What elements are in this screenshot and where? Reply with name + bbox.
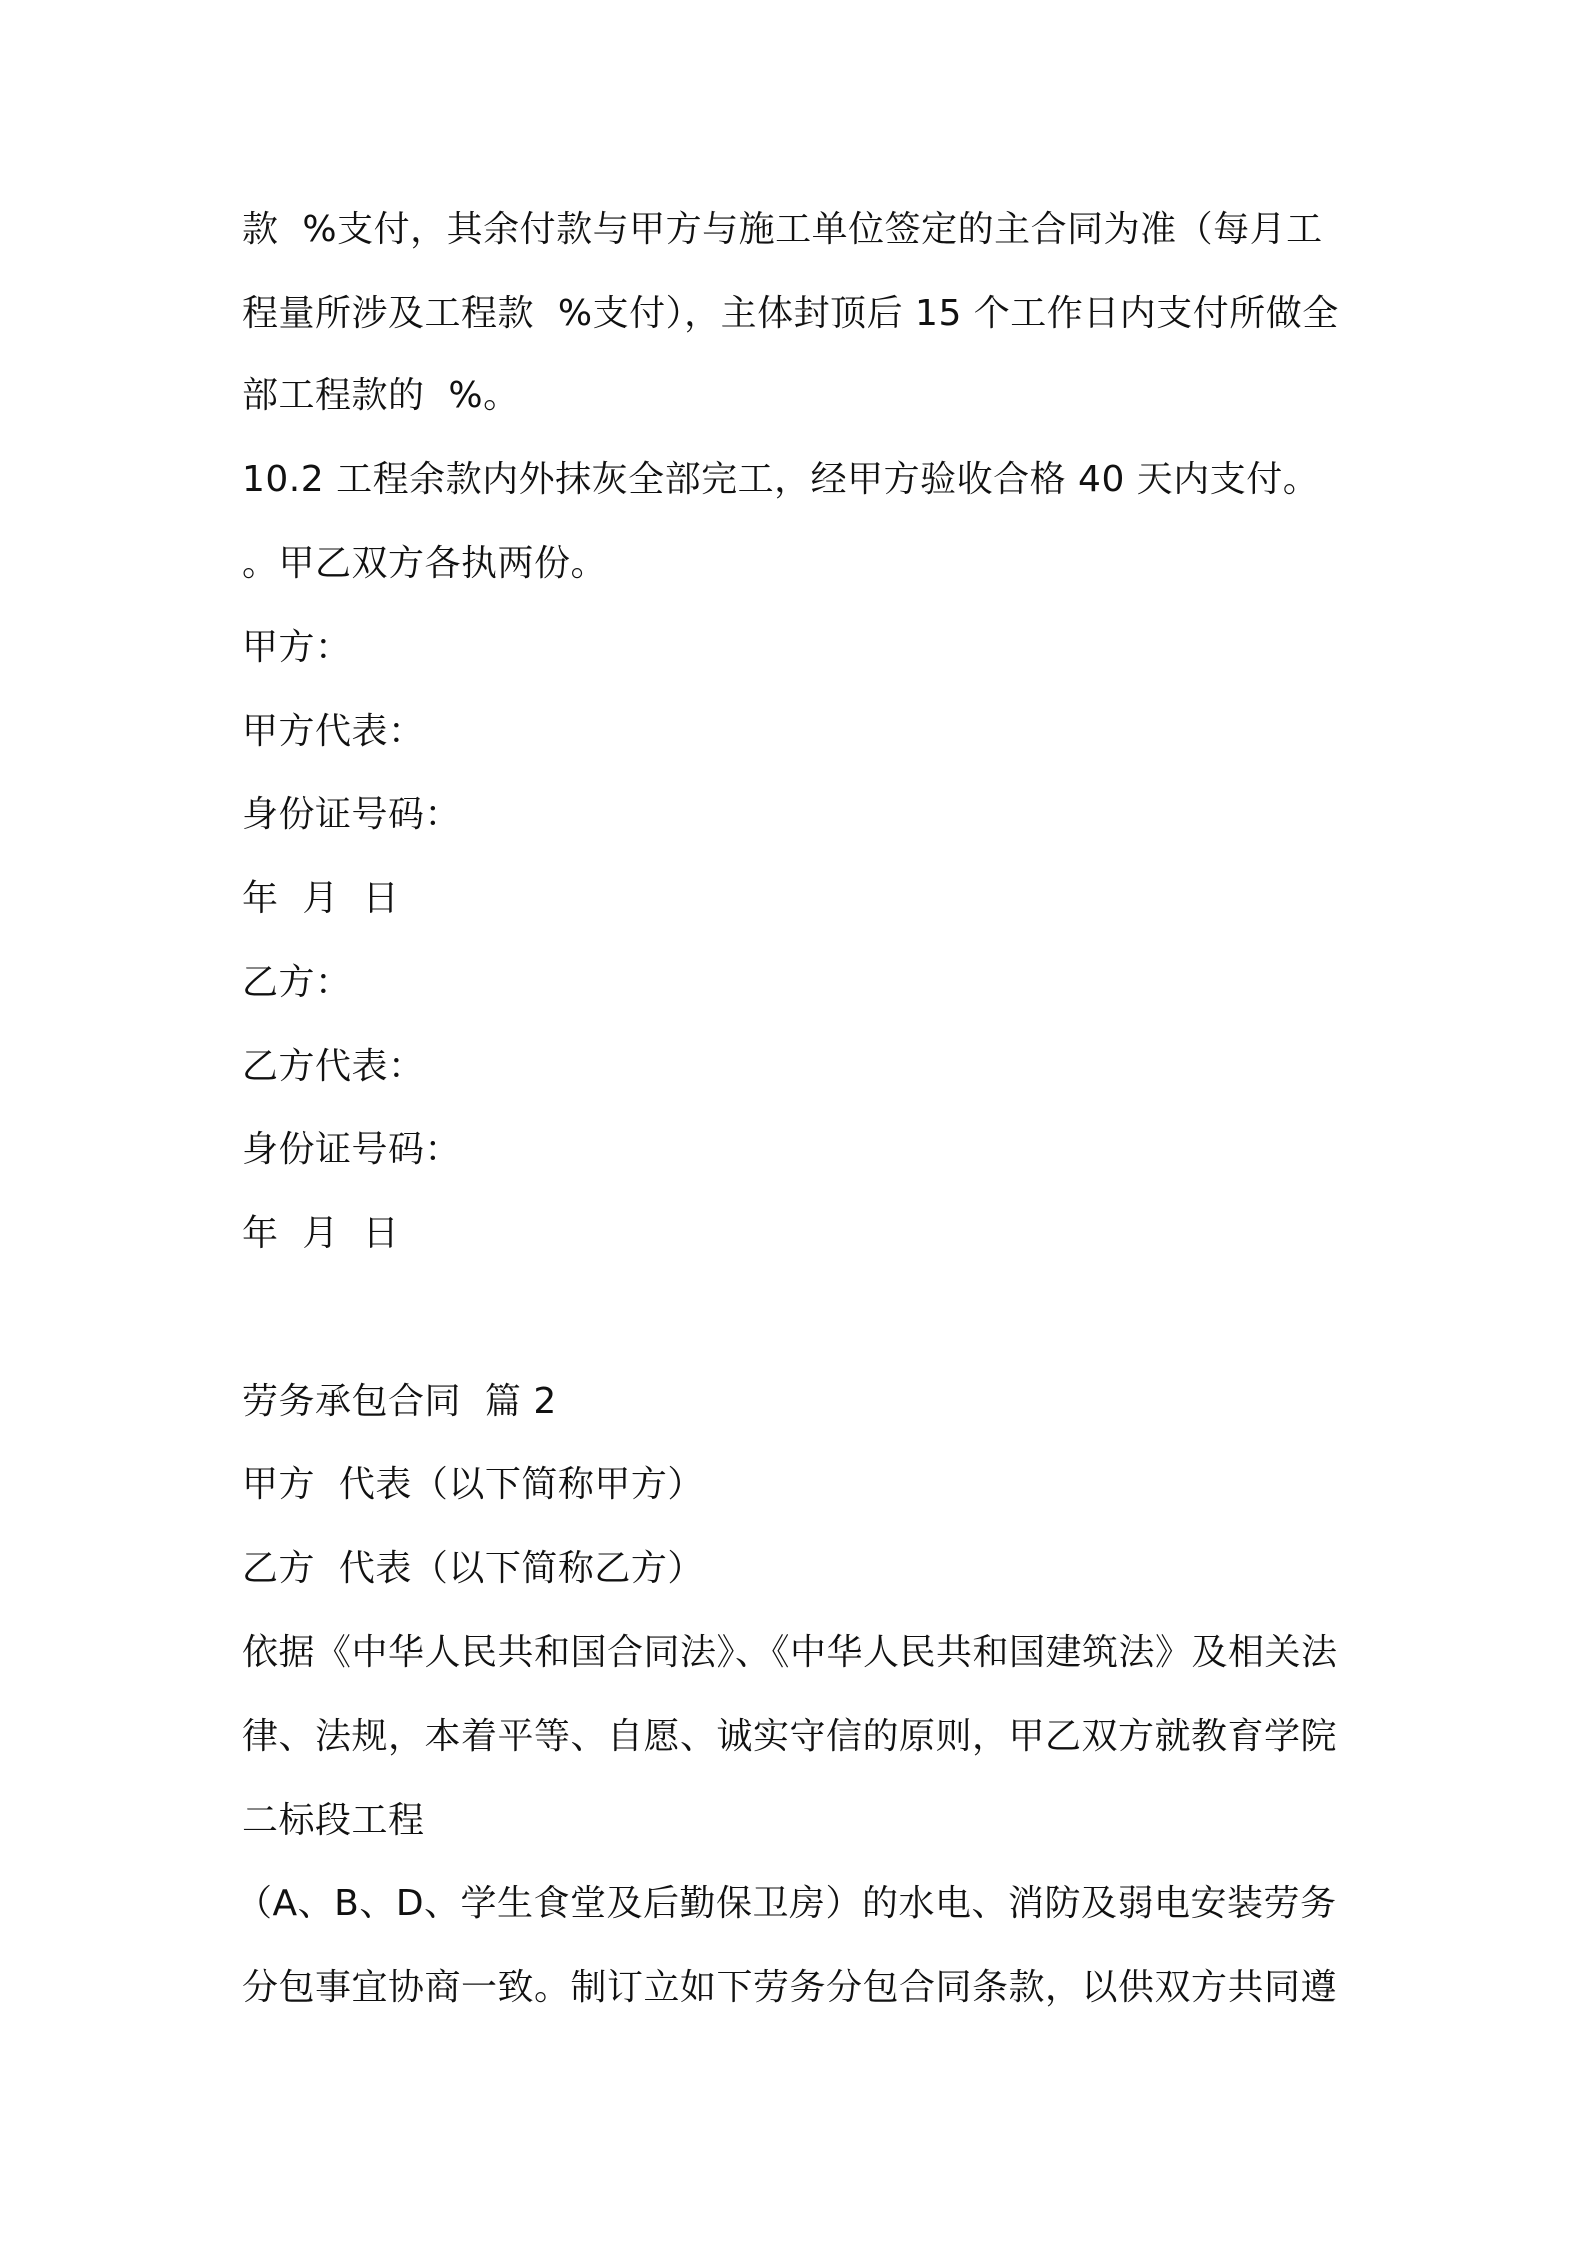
party-b-representative-label: 乙方代表： [242,1046,425,1087]
party-b-id-number-label: 身份证号码： [242,1129,462,1170]
text-line: 。甲乙双方各执两份。 [242,543,608,584]
text-line: 分包事宜协商一致。制订立如下劳务分包合同条款，以供双方共同遵 [242,1967,1338,2008]
party-a-date-label: 年 月 日 [242,878,400,919]
text-line: 律、法规，本着平等、自愿、诚实守信的原则，甲乙双方就教育学院 [242,1716,1338,1757]
party-b-date-label: 年 月 日 [242,1213,400,1254]
party-a-label: 甲方： [242,627,352,668]
party-a-id-number-label: 身份证号码： [242,794,462,835]
contract-title: 劳务承包合同 篇 2 [242,1381,557,1422]
party-a-intro: 甲方 代表（以下简称甲方） [242,1464,704,1505]
text-line: 依据《中华人民共和国合同法》、《中华人民共和国建筑法》及相关法 [242,1632,1338,1673]
party-a-representative-label: 甲方代表： [242,711,425,752]
text-line: 部工程款的 %。 [242,375,520,416]
party-b-label: 乙方： [242,962,352,1003]
text-line: 程量所涉及工程款 %支付），主体封顶后 15 个工作日内支付所做全 [242,293,1339,334]
text-line: （A、B、D、学生食堂及后勤保卫房）的水电、消防及弱电安装劳务 [236,1883,1337,1924]
text-line: 款 %支付，其余付款与甲方与施工单位签定的主合同为准（每月工 [242,209,1323,250]
clause-10-2: 10.2 工程余款内外抹灰全部完工，经甲方验收合格 40 天内支付。 [242,459,1320,500]
text-line: 二标段工程 [242,1800,425,1841]
party-b-intro: 乙方 代表（以下简称乙方） [242,1548,704,1589]
